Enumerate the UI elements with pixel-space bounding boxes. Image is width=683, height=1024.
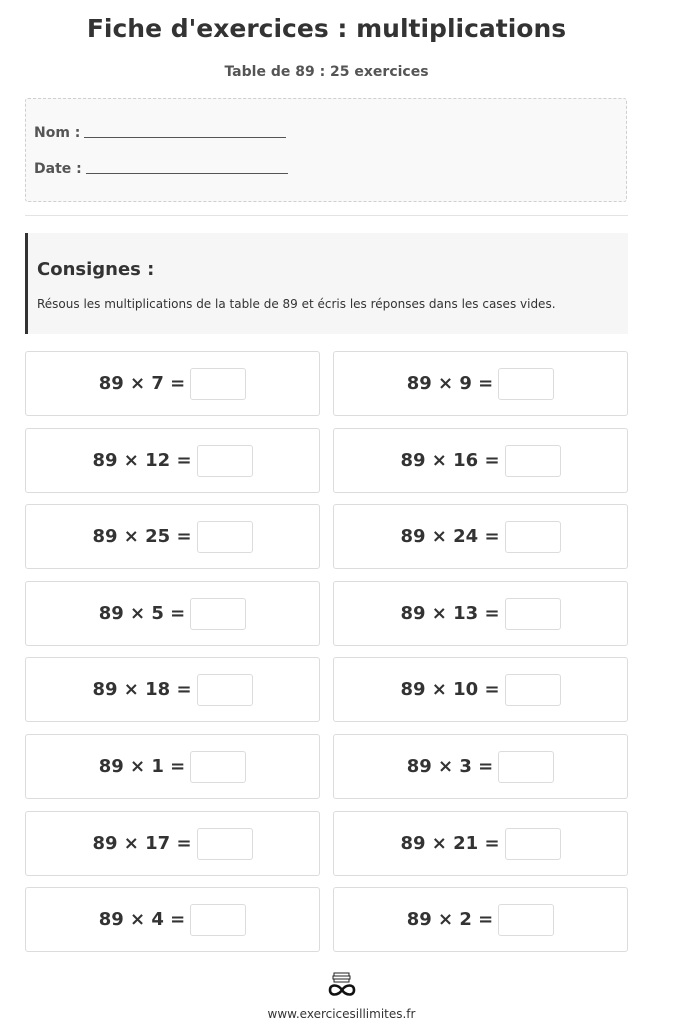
answer-input[interactable] bbox=[190, 751, 246, 783]
divider bbox=[25, 215, 628, 216]
student-info-box bbox=[25, 98, 627, 202]
exercise-card bbox=[25, 428, 320, 493]
answer-input[interactable] bbox=[498, 368, 554, 400]
date-blank[interactable] bbox=[86, 172, 288, 174]
answer-input[interactable] bbox=[505, 445, 561, 477]
answer-input[interactable] bbox=[190, 598, 246, 630]
answer-input[interactable] bbox=[498, 904, 554, 936]
name-label: Nom : bbox=[34, 125, 81, 141]
exercise-expression: 89 × 1 = bbox=[98, 756, 186, 777]
exercise-expression: 89 × 5 = bbox=[98, 603, 186, 624]
exercise-card bbox=[333, 351, 628, 416]
exercise-expression: 89 × 16 = bbox=[400, 450, 500, 471]
exercise-expression: 89 × 12 = bbox=[92, 450, 192, 471]
exercise-expression: 89 × 24 = bbox=[400, 526, 500, 547]
exercise-expression: 89 × 18 = bbox=[92, 679, 192, 700]
answer-input[interactable] bbox=[190, 904, 246, 936]
name-blank[interactable] bbox=[84, 136, 286, 138]
date-line bbox=[34, 161, 288, 177]
exercise-card bbox=[25, 581, 320, 646]
answer-input[interactable] bbox=[505, 598, 561, 630]
exercise-expression: 89 × 4 = bbox=[98, 909, 186, 930]
exercise-expression: 89 × 3 = bbox=[406, 756, 494, 777]
date-label: Date : bbox=[34, 161, 82, 177]
instructions-title: Consignes : bbox=[37, 259, 155, 280]
exercise-card bbox=[333, 428, 628, 493]
instructions-box bbox=[25, 233, 628, 334]
exercise-expression: 89 × 13 = bbox=[400, 603, 500, 624]
exercise-expression: 89 × 2 = bbox=[406, 909, 494, 930]
exercise-card bbox=[333, 504, 628, 569]
exercise-card bbox=[333, 581, 628, 646]
instructions-text: Résous les multiplications de la table de 89 et écris les réponses dans les cases vides. bbox=[37, 297, 556, 311]
exercise-card bbox=[25, 504, 320, 569]
infinity-books-logo-icon bbox=[325, 972, 359, 998]
footer-url[interactable]: www.exercicesillimites.fr bbox=[267, 1007, 416, 1021]
exercise-card bbox=[333, 887, 628, 952]
exercise-card bbox=[25, 811, 320, 876]
exercise-card bbox=[25, 887, 320, 952]
exercise-card bbox=[333, 657, 628, 722]
exercise-card bbox=[25, 657, 320, 722]
name-line bbox=[34, 125, 286, 141]
answer-input[interactable] bbox=[505, 828, 561, 860]
exercise-expression: 89 × 9 = bbox=[406, 373, 494, 394]
exercise-card bbox=[25, 734, 320, 799]
answer-input[interactable] bbox=[505, 521, 561, 553]
answer-input[interactable] bbox=[505, 674, 561, 706]
answer-input[interactable] bbox=[197, 674, 253, 706]
answer-input[interactable] bbox=[197, 828, 253, 860]
exercise-card bbox=[333, 734, 628, 799]
page-title: Fiche d'exercices : multiplications bbox=[86, 14, 567, 43]
answer-input[interactable] bbox=[197, 445, 253, 477]
exercise-expression: 89 × 17 = bbox=[92, 833, 192, 854]
page-subtitle: Table de 89 : 25 exercices bbox=[224, 64, 429, 80]
exercise-expression: 89 × 7 = bbox=[98, 373, 186, 394]
answer-input[interactable] bbox=[190, 368, 246, 400]
exercise-expression: 89 × 25 = bbox=[92, 526, 192, 547]
exercise-expression: 89 × 10 = bbox=[400, 679, 500, 700]
exercise-expression: 89 × 21 = bbox=[400, 833, 500, 854]
exercise-card bbox=[25, 351, 320, 416]
answer-input[interactable] bbox=[498, 751, 554, 783]
exercise-card bbox=[333, 811, 628, 876]
answer-input[interactable] bbox=[197, 521, 253, 553]
